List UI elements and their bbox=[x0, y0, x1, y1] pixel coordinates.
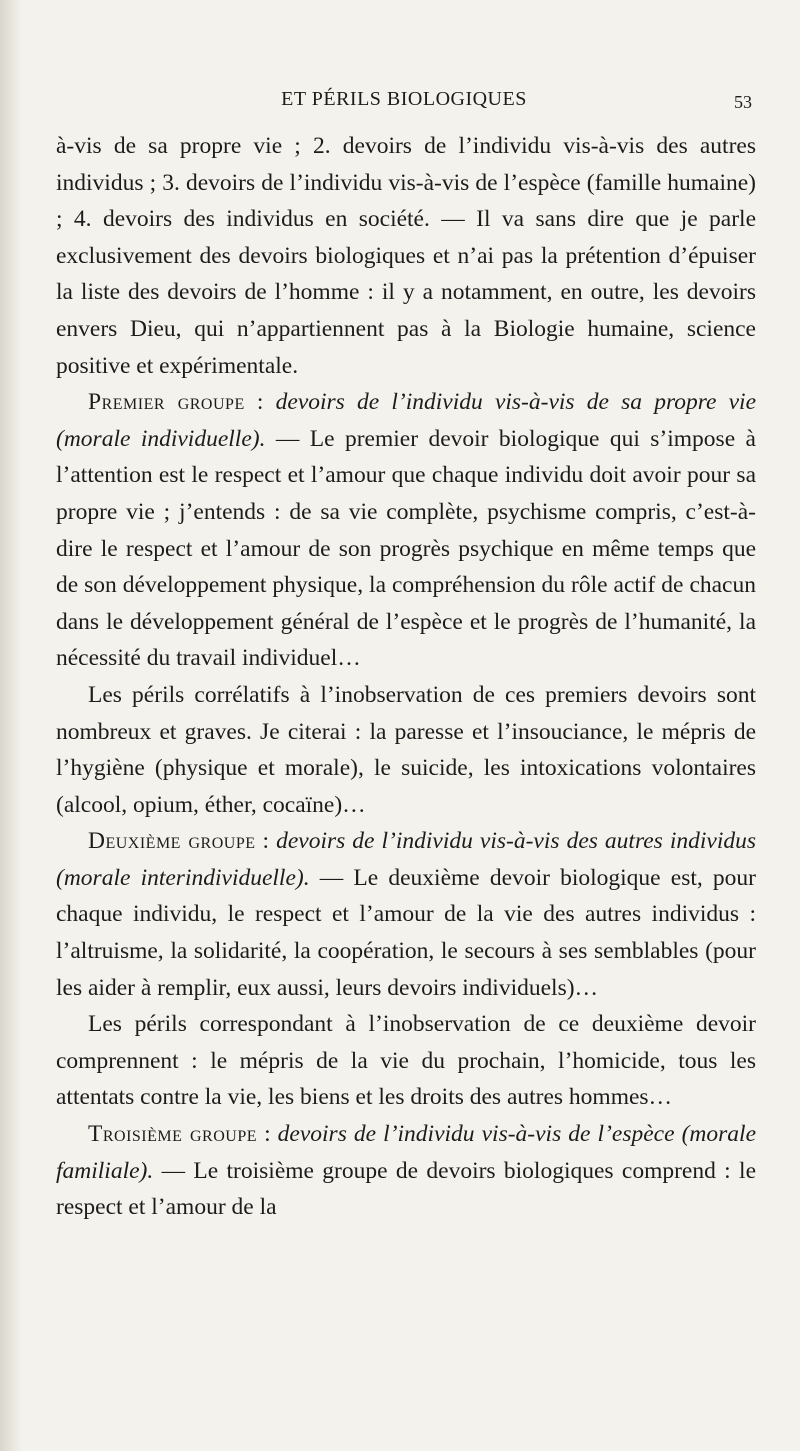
separator-1: : bbox=[244, 389, 276, 416]
group-label-1: Premier groupe bbox=[88, 389, 245, 416]
separator-2: : bbox=[255, 828, 277, 855]
paragraph-4 bbox=[56, 823, 756, 1006]
paragraph-2 bbox=[56, 384, 756, 677]
paragraph-3: Les périls corrélatifs à l’inobservation de ces premiers devoirs sont nombreux et graves. Je citerai : la paresse et l’insouciance, le mépris de l’hygiène (physique et morale), le suicide, les intoxications volontaires (alcool, opium, éther, cocaïne)… bbox=[56, 681, 756, 818]
paragraph-2-text: — Le premier devoir biologique qui s’impose à l’attention est le respect et l’amour que chaque individu doit avoir pour sa propre vie ; j’entends : de sa vie complète, psychisme compris, c’est-à-dire le respect et l’amour de son progrès psychique en même temps que de son développement physique, la compréhension du rôle actif de chacun dans le développement général de l’espèce et le progrès de l’humanité, la nécessité du travail individuel… bbox=[56, 425, 756, 672]
separator-3: : bbox=[257, 1121, 278, 1148]
group-title-2: devoirs de l’individu vis-à-vis des autres individus (morale interindividuelle). bbox=[56, 828, 756, 891]
binding-shadow bbox=[0, 0, 22, 1451]
paragraph-6 bbox=[56, 1116, 756, 1226]
group-title-3: devoirs de l’individu vis-à-vis de l’espèce (morale familiale). bbox=[56, 1121, 756, 1184]
group-label-2: Deuxième groupe bbox=[88, 828, 256, 855]
paragraph-1: à-vis de sa propre vie ; 2. devoirs de l’individu vis-à-vis des autres individus ; 3. devoirs de l’individu vis-à-vis de l’espèce (famille humaine) ; 4. devoirs des individus en société. — Il va sans dire que je parle exclusivement des devoirs biologiques et n’ai pas la prétention d’épuiser la liste des devoirs de l’homme : il y a notamment, en outre, les devoirs envers Dieu, qui n’appartiennent pas à la Biologie humaine, science positive et expérimentale. bbox=[56, 133, 756, 379]
paragraph-6-text: — Le troisième groupe de devoirs biologiques comprend : le respect et l’amour de la bbox=[56, 1157, 756, 1221]
paragraph-5: Les périls correspondant à l’inobservation de ce deuxième devoir comprennent : le mépris de la vie du prochain, l’homicide, tous les attentats contre la vie, les biens et les droits des autres hommes… bbox=[56, 1011, 756, 1111]
page-header bbox=[56, 88, 752, 118]
running-head: ET PÉRILS BIOLOGIQUES bbox=[281, 88, 527, 110]
body-text bbox=[56, 128, 756, 1226]
paragraph-4-text: — Le deuxième devoir biologique est, pour chaque individu, le respect et l’amour de la vie des autres individus : l’altruisme, la solidarité, la coopération, le secours à ses semblables (pour les aider à remplir, eux aussi, leurs devoirs individuels)… bbox=[56, 864, 756, 1001]
group-label-3: Troisième groupe bbox=[88, 1121, 257, 1148]
page-number: 53 bbox=[734, 92, 752, 112]
group-title-1: devoirs de l’individu vis-à-vis de sa propre vie (morale individuelle). bbox=[56, 389, 757, 452]
